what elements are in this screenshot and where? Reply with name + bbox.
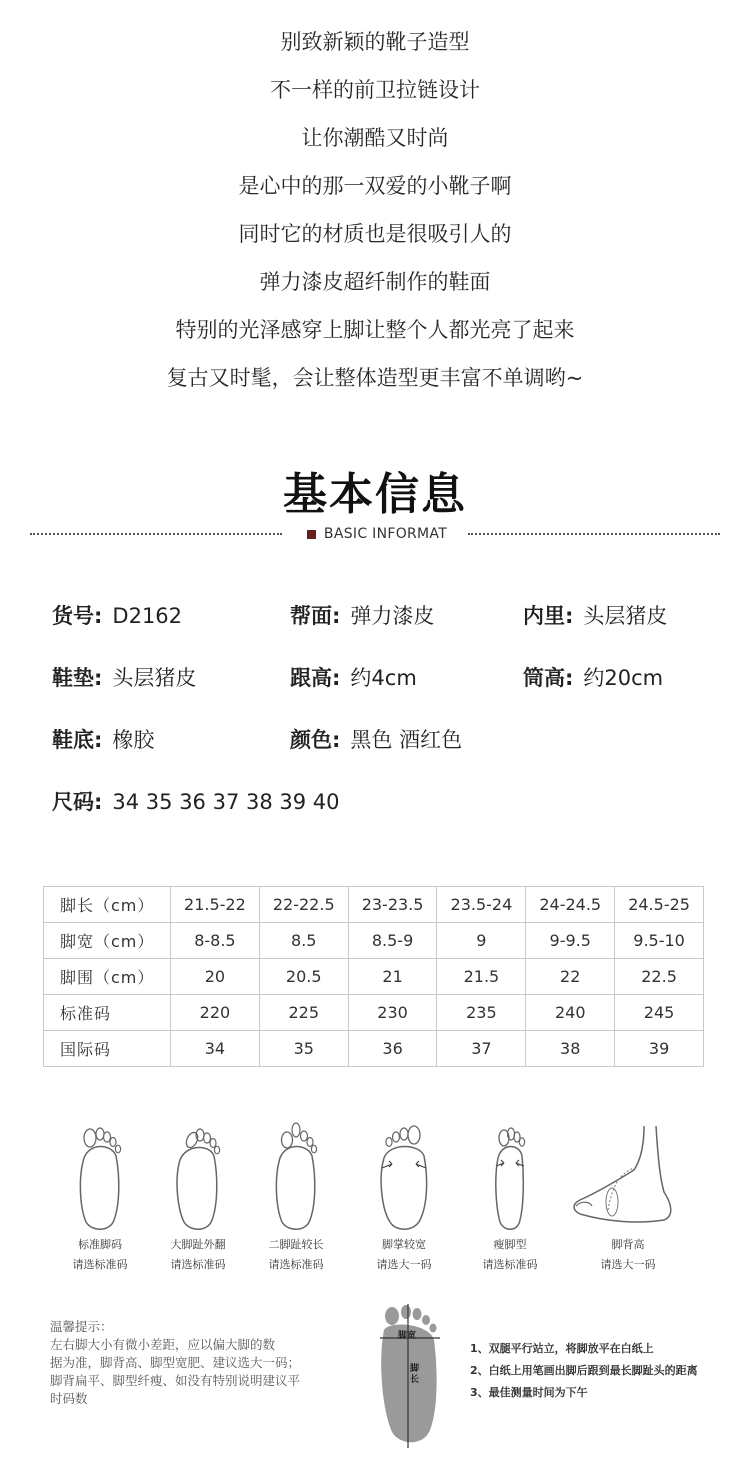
product-info — [52, 600, 732, 848]
table-cell: 9.5-10 — [615, 923, 704, 959]
table-row — [44, 995, 704, 1031]
info-label: 帮面: — [290, 604, 341, 628]
foot-type-name: 脚掌较宽 — [382, 1238, 426, 1251]
info-item-heel-height — [290, 662, 417, 692]
foot-measure-diagram — [370, 1300, 470, 1450]
info-row — [52, 662, 732, 724]
table-row-header: 脚围（cm） — [44, 959, 171, 995]
info-item-color — [290, 724, 462, 754]
info-item-article-no — [52, 600, 182, 630]
thin-foot-icon — [480, 1118, 540, 1233]
table-cell: 21.5 — [437, 959, 526, 995]
section-subtitle: BASIC INFORMAT — [323, 526, 448, 542]
foot-type-name: 标准脚码 — [78, 1238, 122, 1251]
table-cell: 21.5-22 — [171, 887, 260, 923]
intro-line: 是心中的那一双爱的小靴子啊 — [238, 174, 512, 198]
table-cell: 8-8.5 — [171, 923, 260, 959]
measure-steps — [470, 1338, 730, 1404]
intro-line: 不一样的前卫拉链设计 — [270, 78, 480, 102]
info-value: 头层猪皮 — [112, 666, 197, 690]
table-cell: 20.5 — [259, 959, 348, 995]
info-item-shaft-height — [523, 662, 663, 692]
table-cell: 39 — [615, 1031, 704, 1067]
info-value: 34 35 36 37 38 39 40 — [112, 790, 340, 814]
table-cell: 20 — [171, 959, 260, 995]
table-cell: 37 — [437, 1031, 526, 1067]
measure-step: 1、双腿平行站立，将脚放平在白纸上 — [470, 1342, 654, 1355]
tips-title: 温馨提示： — [50, 1319, 113, 1334]
intro-copy — [0, 18, 750, 402]
info-item-upper — [290, 600, 434, 630]
table-row-header: 国际码 — [44, 1031, 171, 1067]
table-cell: 230 — [348, 995, 437, 1031]
table-row — [44, 1031, 704, 1067]
info-row — [52, 786, 732, 848]
info-item-insole — [52, 662, 196, 692]
section-title: 基本信息 — [283, 469, 467, 520]
table-cell: 8.5 — [259, 923, 348, 959]
info-value: 约20cm — [583, 666, 664, 690]
table-cell: 24.5-25 — [615, 887, 704, 923]
intro-line: 弹力漆皮超纤制作的鞋面 — [259, 270, 491, 294]
info-value: 弹力漆皮 — [350, 604, 435, 628]
info-row — [52, 724, 732, 786]
info-row — [52, 600, 732, 662]
info-value: 约4cm — [350, 666, 417, 690]
info-label: 颜色: — [290, 728, 341, 752]
table-row-header: 脚宽（cm） — [44, 923, 171, 959]
table-cell: 235 — [437, 995, 526, 1031]
table-row-header: 标准码 — [44, 995, 171, 1031]
foot-type-advice: 请选标准码 — [72, 1258, 128, 1271]
section-subtitle-group — [302, 522, 452, 546]
size-chart-table — [43, 886, 704, 1067]
info-value: D2162 — [112, 604, 183, 628]
info-label: 鞋垫: — [52, 666, 103, 690]
foot-type-advice: 请选大一码 — [600, 1258, 656, 1271]
foot-type-long-second-toe — [236, 1118, 356, 1273]
intro-line: 同时它的材质也是很吸引人的 — [238, 222, 512, 246]
info-value: 头层猪皮 — [583, 604, 668, 628]
info-value: 黑色 酒红色 — [350, 728, 463, 752]
foot-width-label: 脚宽 — [398, 1331, 417, 1341]
dotted-rule-right — [468, 533, 720, 535]
tips-line: 左右脚大小有微小差距，应以偏大脚的数 — [50, 1337, 276, 1352]
info-label: 跟高: — [290, 666, 341, 690]
foot-type-advice: 请选大一码 — [376, 1258, 432, 1271]
warm-tips — [50, 1318, 350, 1408]
foot-type-advice: 请选标准码 — [482, 1258, 538, 1271]
table-cell: 245 — [615, 995, 704, 1031]
table-row-header: 脚长（cm） — [44, 887, 171, 923]
standard-foot-icon — [70, 1118, 130, 1233]
table-cell: 35 — [259, 1031, 348, 1067]
intro-line: 让你潮酷又时尚 — [301, 126, 449, 150]
table-cell: 21 — [348, 959, 437, 995]
info-label: 内里: — [523, 604, 574, 628]
foot-type-name: 大脚趾外翻 — [170, 1238, 226, 1251]
table-cell: 38 — [526, 1031, 615, 1067]
info-item-lining — [523, 600, 667, 630]
foot-type-wide — [344, 1118, 464, 1273]
foot-type-guide — [40, 1118, 720, 1288]
intro-line: 特别的光泽感穿上脚让整个人都光亮了起来 — [175, 318, 575, 342]
info-item-sole — [52, 724, 154, 754]
measure-step: 2、白纸上用笔画出脚后跟到最长脚趾头的距离 — [470, 1364, 698, 1377]
table-cell: 24-24.5 — [526, 887, 615, 923]
table-cell: 22.5 — [615, 959, 704, 995]
tips-line: 据为准，脚背高、脚型宽肥、建议选大一码； — [50, 1355, 301, 1370]
foot-type-name: 脚背高 — [611, 1238, 645, 1251]
table-row — [44, 887, 704, 923]
table-cell: 23.5-24 — [437, 887, 526, 923]
foot-type-name: 二脚趾较长 — [268, 1238, 324, 1251]
info-label: 货号: — [52, 604, 103, 628]
foot-type-advice: 请选标准码 — [268, 1258, 324, 1271]
table-cell: 22 — [526, 959, 615, 995]
table-cell: 9-9.5 — [526, 923, 615, 959]
table-row — [44, 959, 704, 995]
table-cell: 22-22.5 — [259, 887, 348, 923]
table-cell: 9 — [437, 923, 526, 959]
table-cell: 8.5-9 — [348, 923, 437, 959]
info-item-sizes — [52, 786, 340, 816]
info-label: 鞋底: — [52, 728, 103, 752]
table-cell: 240 — [526, 995, 615, 1031]
info-label: 筒高: — [523, 666, 574, 690]
tips-line: 时码数 — [50, 1391, 88, 1406]
foot-type-advice: 请选标准码 — [170, 1258, 226, 1271]
foot-type-thin — [450, 1118, 570, 1273]
table-cell: 220 — [171, 995, 260, 1031]
intro-line: 复古又时髦，会让整体造型更丰富不单调哟~ — [166, 366, 584, 390]
section-divider — [30, 522, 720, 546]
foot-type-high-instep — [568, 1118, 688, 1273]
table-cell: 36 — [348, 1031, 437, 1067]
wide-foot-icon — [374, 1118, 434, 1233]
tips-line: 脚背扁平、脚型纤瘦、如没有特别说明建议平 — [50, 1373, 301, 1388]
bunion-foot-icon — [168, 1118, 228, 1233]
info-label: 尺码: — [52, 790, 103, 814]
dotted-rule-left — [30, 533, 282, 535]
high-instep-foot-icon — [568, 1118, 688, 1233]
info-value: 橡胶 — [112, 728, 155, 752]
table-cell: 34 — [171, 1031, 260, 1067]
square-bullet-icon — [307, 530, 316, 539]
foot-length-label: 脚长 — [410, 1364, 420, 1385]
table-row — [44, 923, 704, 959]
table-cell: 23-23.5 — [348, 887, 437, 923]
measure-step: 3、最佳测量时间为下午 — [470, 1386, 588, 1399]
table-cell: 225 — [259, 995, 348, 1031]
foot-outline-icon — [370, 1300, 470, 1450]
foot-type-name: 瘦脚型 — [493, 1238, 527, 1251]
long-second-toe-foot-icon — [266, 1118, 326, 1233]
intro-line: 别致新颖的靴子造型 — [280, 30, 470, 54]
